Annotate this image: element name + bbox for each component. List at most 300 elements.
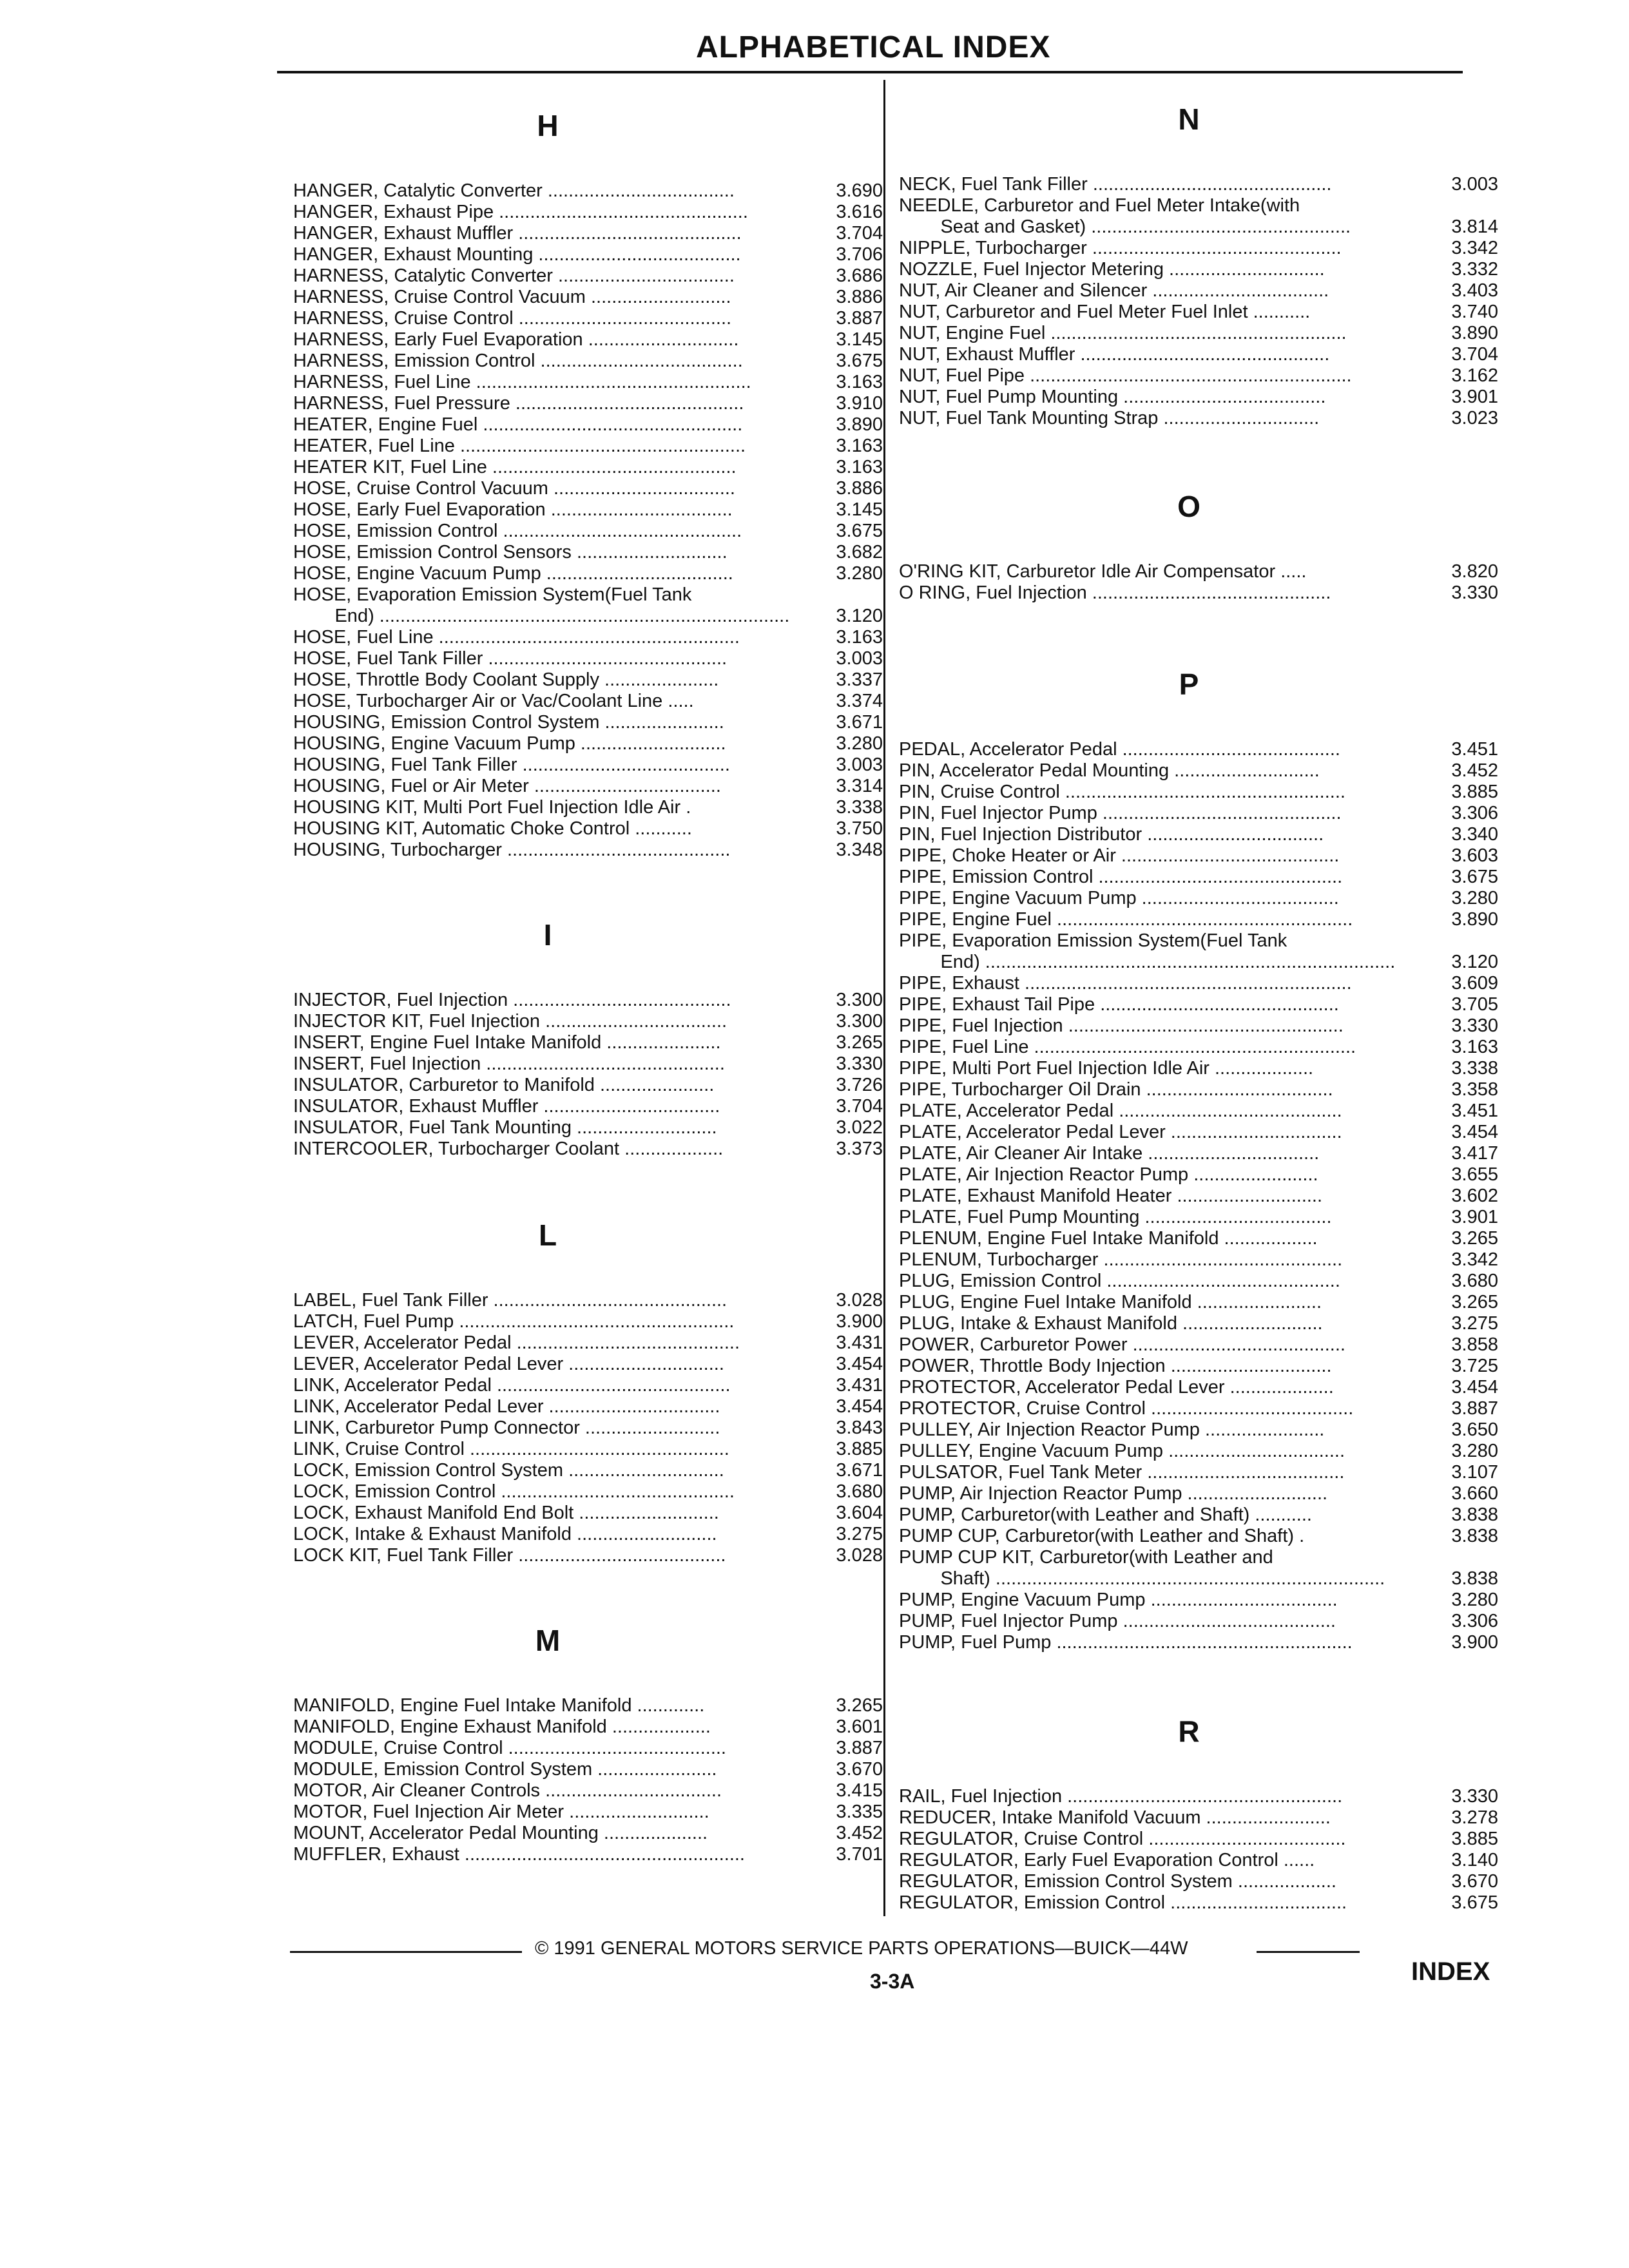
entry-text: O RING, Fuel Injection .............................................. [899,582,1331,603]
entry-text: INSULATOR, Fuel Tank Mounting ........................... [293,1117,717,1138]
index-entry [899,1590,1498,1611]
entry-text: HOUSING, Emission Control System ....................... [293,712,724,733]
entry-text: LEVER, Accelerator Pedal Lever .............................. [293,1354,724,1374]
entry-text: NOZZLE, Fuel Injector Metering .............................. [899,259,1325,280]
left-column [293,97,883,1865]
entry-page: 3.163 [836,627,883,648]
entry-page: 3.454 [836,1396,883,1417]
entry-text: PULLEY, Air Injection Reactor Pump ....................... [899,1419,1325,1440]
index-entry [293,627,883,648]
entry-page: 3.901 [1451,1207,1498,1227]
entry-text: RAIL, Fuel Injection ..................................................... [899,1786,1343,1807]
entry-page: 3.670 [1451,1871,1498,1892]
index-entry [293,1117,883,1139]
entry-page: 3.671 [836,712,883,733]
entry-page: 3.726 [836,1075,883,1095]
entry-page: 3.838 [1451,1504,1498,1525]
entry-text: HEATER KIT, Fuel Line ............................................... [293,457,737,477]
index-entry [899,1207,1498,1228]
index-entry [293,584,883,627]
entry-text: PLATE, Accelerator Pedal Lever ................................. [899,1122,1342,1142]
entry-text: HOSE, Emission Control Sensors ............................. [293,542,728,562]
entry-text: HOSE, Evaporation Emission System(Fuel Tank End) ............................................................................... [293,584,790,626]
entry-page: 3.163 [836,372,883,392]
entry-text: HOSE, Fuel Tank Filler .............................................. [293,648,728,669]
index-entry [293,840,883,861]
index-entry [293,754,883,776]
entry-page: 3.306 [1451,1611,1498,1631]
entry-page: 3.705 [1451,994,1498,1015]
entry-page: 3.725 [1451,1356,1498,1376]
index-entry [293,1802,883,1823]
entry-page: 3.280 [1451,888,1498,908]
entry-text: INSERT, Fuel Injection .............................................. [293,1053,725,1074]
entry-page: 3.163 [1451,1037,1498,1057]
right-column [899,90,1498,1914]
entry-page: 3.163 [836,436,883,456]
entry-text: LATCH, Fuel Pump ..................................................... [293,1311,735,1332]
entry-page: 3.675 [1451,867,1498,887]
index-entry [899,782,1498,803]
entry-page: 3.452 [836,1823,883,1843]
section-heading: L [538,1218,557,1252]
entry-page: 3.886 [836,287,883,307]
entry-text: PIPE, Choke Heater or Air .......................................... [899,845,1340,866]
index-entry [899,1100,1498,1122]
index-entry [899,344,1498,365]
index-entry [293,1545,883,1566]
entry-text: MOTOR, Air Cleaner Controls .................................. [293,1780,722,1801]
entry-text: PIPE, Evaporation Emission System(Fuel Tank End) ............................................................................... [899,930,1396,972]
entry-text: HEATER, Engine Fuel .................................................. [293,414,743,435]
entry-page: 3.338 [836,797,883,818]
entry-text: INJECTOR KIT, Fuel Injection ................................... [293,1011,728,1032]
index-entry [899,994,1498,1015]
entry-page: 3.300 [836,990,883,1010]
entry-page: 3.704 [836,223,883,244]
page-title: ALPHABETICAL INDEX [696,30,1051,64]
index-entry [293,478,883,499]
entry-page: 3.843 [836,1418,883,1438]
column-divider [883,80,885,1916]
entry-text: PLENUM, Turbocharger .............................................. [899,1249,1343,1270]
index-entry [899,1228,1498,1249]
entry-page: 3.680 [836,1481,883,1502]
index-entry [293,1759,883,1780]
entry-page: 3.601 [836,1716,883,1737]
entry-text: PROTECTOR, Cruise Control ....................................... [899,1398,1354,1419]
index-entry [899,1850,1498,1871]
index-entry [293,223,883,244]
index-entry [899,174,1498,195]
index-entry [293,669,883,691]
entry-page: 3.887 [1451,1398,1498,1419]
entry-text: HOSE, Fuel Line .......................................................... [293,627,740,648]
entry-page: 3.348 [836,840,883,860]
index-entry [899,1377,1498,1398]
index-entry [293,1418,883,1439]
index-entry [293,308,883,329]
entry-text: MODULE, Emission Control System ....................... [293,1759,717,1780]
entry-page: 3.886 [836,478,883,499]
entry-page: 3.278 [1451,1807,1498,1828]
index-entry [899,561,1498,582]
entry-page: 3.022 [836,1117,883,1138]
index-entry [293,990,883,1011]
entry-page: 3.120 [1451,952,1498,972]
entry-page: 3.670 [836,1759,883,1780]
entry-page: 3.306 [1451,803,1498,823]
entry-text: HARNESS, Fuel Line ..................................................... [293,372,751,392]
index-entry [899,1829,1498,1850]
index-entry [899,973,1498,994]
entry-page: 3.454 [1451,1122,1498,1142]
index-entry [293,1354,883,1375]
index-entry [293,351,883,372]
entry-page: 3.900 [1451,1632,1498,1653]
entry-page: 3.403 [1451,280,1498,301]
entry-page: 3.675 [836,351,883,371]
entry-text: HARNESS, Early Fuel Evaporation ............................. [293,329,739,350]
index-entry [293,1844,883,1865]
title-rule [277,71,1463,73]
entry-text: HOSE, Turbocharger Air or Vac/Coolant Line ..... [293,691,694,711]
entry-text: LINK, Accelerator Pedal Lever ................................. [293,1396,720,1417]
entry-text: NUT, Fuel Tank Mounting Strap .............................. [899,408,1320,428]
index-entry [293,818,883,840]
index-entry [293,1075,883,1096]
entry-page: 3.162 [1451,365,1498,386]
entry-page: 3.650 [1451,1419,1498,1440]
entry-page: 3.003 [836,754,883,775]
entry-page: 3.028 [836,1545,883,1566]
entry-page: 3.107 [1451,1462,1498,1483]
index-entry [899,760,1498,782]
index-entry [899,1249,1498,1271]
index-entry [293,1460,883,1481]
entry-text: MOTOR, Fuel Injection Air Meter ........................... [293,1802,709,1822]
index-entry [293,712,883,733]
entry-text: PLATE, Air Cleaner Air Intake ................................. [899,1143,1320,1164]
entry-text: MOUNT, Accelerator Pedal Mounting .................... [293,1823,708,1843]
index-entry [293,1139,883,1160]
index-entry [899,1356,1498,1377]
entry-page: 3.452 [1451,760,1498,781]
index-entry [293,1738,883,1759]
entry-text: PULSATOR, Fuel Tank Meter ...................................... [899,1462,1345,1483]
index-entry [899,1058,1498,1079]
index-entry [899,867,1498,888]
index-entry [293,265,883,287]
entry-page: 3.265 [1451,1228,1498,1249]
entry-text: PIPE, Exhaust ............................................................... [899,973,1352,994]
entry-text: HARNESS, Fuel Pressure ............................................ [293,393,744,414]
entry-text: REGULATOR, Cruise Control ...................................... [899,1829,1346,1849]
entry-page: 3.120 [836,606,883,626]
entry-page: 3.330 [836,1053,883,1074]
entry-text: PUMP CUP KIT, Carburetor(with Leather and Shaft) ........................................................................... [899,1547,1385,1589]
copyright-footer: © 1991 GENERAL MOTORS SERVICE PARTS OPERATIONS—BUICK—44W [535,1938,1188,1959]
entry-text: LEVER, Accelerator Pedal ........................................... [293,1332,740,1353]
entry-page: 3.858 [1451,1334,1498,1355]
entry-text: PIPE, Engine Vacuum Pump ...................................... [899,888,1339,908]
entry-text: LOCK, Intake & Exhaust Manifold ........................... [293,1524,717,1544]
index-entry [293,329,883,351]
entry-text: HOUSING, Turbocharger ........................................... [293,840,731,860]
entry-page: 3.838 [1451,1526,1498,1546]
index-entry [899,238,1498,259]
entry-text: HOUSING KIT, Multi Port Fuel Injection Idle Air . [293,797,691,818]
entry-page: 3.280 [836,563,883,584]
entry-text: PIPE, Turbocharger Oil Drain .................................... [899,1079,1333,1100]
entry-text: INSULATOR, Carburetor to Manifold ...................... [293,1075,715,1095]
entry-text: NECK, Fuel Tank Filler .............................................. [899,174,1332,195]
entry-text: PIPE, Fuel Injection ..................................................... [899,1015,1344,1036]
entry-page: 3.655 [1451,1164,1498,1185]
index-entry [899,888,1498,909]
entry-page: 3.660 [1451,1483,1498,1504]
entry-page: 3.145 [836,499,883,520]
index-entry [293,542,883,563]
index-entry [899,280,1498,302]
entry-text: PLUG, Emission Control ............................................. [899,1271,1340,1291]
index-entry [899,365,1498,387]
index-entry [293,1311,883,1332]
index-entry [899,1292,1498,1313]
index-entry [899,1398,1498,1419]
entry-text: LOCK, Emission Control ............................................. [293,1481,735,1502]
entry-page: 3.330 [1451,582,1498,603]
entry-text: PUMP, Engine Vacuum Pump .................................... [899,1590,1338,1610]
entry-text: PUMP CUP, Carburetor(with Leather and Shaft) . [899,1526,1305,1546]
entry-page: 3.910 [836,393,883,414]
entry-page: 3.890 [1451,323,1498,343]
entry-page: 3.338 [1451,1058,1498,1079]
entry-page: 3.140 [1451,1850,1498,1870]
entry-page: 3.701 [836,1844,883,1865]
index-entry [899,803,1498,824]
entry-page: 3.704 [836,1096,883,1117]
entry-page: 3.887 [836,1738,883,1758]
entry-page: 3.890 [1451,909,1498,930]
section-heading: R [1178,1715,1200,1748]
entry-text: LOCK KIT, Fuel Tank Filler ........................................ [293,1545,726,1566]
entry-text: HANGER, Exhaust Mounting ....................................... [293,244,741,265]
entry-page: 3.901 [1451,387,1498,407]
entry-page: 3.275 [836,1524,883,1544]
entry-page: 3.163 [836,457,883,477]
entry-page: 3.417 [1451,1143,1498,1164]
section-heading: P [1179,668,1199,701]
entry-page: 3.686 [836,265,883,286]
entry-page: 3.003 [836,648,883,669]
index-entry [899,909,1498,930]
entry-text: NUT, Air Cleaner and Silencer .................................. [899,280,1329,301]
entry-text: NUT, Fuel Pump Mounting ....................................... [899,387,1326,407]
entry-page: 3.814 [1451,216,1498,237]
entry-text: PIPE, Engine Fuel ......................................................... [899,909,1353,930]
entry-page: 3.265 [1451,1292,1498,1312]
index-entry [899,1483,1498,1504]
entry-text: PLENUM, Engine Fuel Intake Manifold .................. [899,1228,1318,1249]
entry-text: PIPE, Emission Control ............................................... [899,867,1343,887]
entry-page: 3.340 [1451,824,1498,845]
entry-page: 3.415 [836,1780,883,1801]
section-heading: H [537,109,559,142]
section-heading: O [1177,490,1200,523]
entry-text: PEDAL, Accelerator Pedal .......................................... [899,739,1340,760]
entry-text: INSERT, Engine Fuel Intake Manifold ...................... [293,1032,721,1053]
entry-text: PLUG, Engine Fuel Intake Manifold ........................ [899,1292,1322,1312]
index-entry [899,1462,1498,1483]
entry-page: 3.885 [836,1439,883,1459]
index-entry [293,1096,883,1117]
section-heading: N [1178,102,1200,136]
entry-page: 3.454 [836,1354,883,1374]
entry-page: 3.332 [1451,259,1498,280]
entry-text: INJECTOR, Fuel Injection .......................................... [293,990,731,1010]
index-entry [293,1439,883,1460]
index-entry [899,1526,1498,1547]
entry-page: 3.838 [1451,1568,1498,1589]
section-heading: M [535,1624,561,1657]
entry-text: HARNESS, Catalytic Converter .................................. [293,265,735,286]
index-entry [899,259,1498,280]
entry-text: PIPE, Fuel Line .............................................................. [899,1037,1356,1057]
entry-text: HARNESS, Cruise Control Vacuum ........................... [293,287,731,307]
index-entry [899,739,1498,760]
index-entry [293,797,883,818]
entry-page: 3.275 [1451,1313,1498,1334]
index-entry [293,1011,883,1032]
entry-text: PIN, Fuel Injection Distributor .................................. [899,824,1324,845]
entry-page: 3.887 [836,308,883,329]
entry-page: 3.342 [1451,238,1498,258]
entry-text: LINK, Carburetor Pump Connector .......................... [293,1418,720,1438]
entry-text: HOSE, Early Fuel Evaporation ................................... [293,499,733,520]
index-entry [899,302,1498,323]
entry-text: NUT, Engine Fuel ......................................................... [899,323,1347,343]
entry-text: O'RING KIT, Carburetor Idle Air Compensator ..... [899,561,1307,582]
entry-text: HOUSING, Fuel Tank Filler ........................................ [293,754,730,775]
entry-text: HOUSING, Engine Vacuum Pump ............................ [293,733,726,754]
entry-text: PLATE, Exhaust Manifold Heater ............................ [899,1186,1323,1206]
index-entry [293,1780,883,1802]
index-entry [899,824,1498,845]
entry-text: PULLEY, Engine Vacuum Pump .................................. [899,1441,1345,1461]
entry-text: MODULE, Cruise Control .......................................... [293,1738,726,1758]
entry-text: PUMP, Air Injection Reactor Pump ........................... [899,1483,1328,1504]
index-entry [899,408,1498,429]
entry-text: HOSE, Throttle Body Coolant Supply ...................... [293,669,719,690]
index-entry [293,287,883,308]
index-entry [899,1419,1498,1441]
entry-page: 3.145 [836,329,883,350]
entry-text: PIN, Fuel Injector Pump .............................................. [899,803,1342,823]
entry-page: 3.885 [1451,782,1498,802]
entry-text: NUT, Carburetor and Fuel Meter Fuel Inlet ........... [899,302,1311,322]
index-entry [293,414,883,436]
index-entry [293,648,883,669]
entry-page: 3.003 [1451,174,1498,195]
index-entry [293,244,883,265]
entry-text: REGULATOR, Early Fuel Evaporation Control ...... [899,1850,1315,1870]
entry-page: 3.740 [1451,302,1498,322]
entry-text: PUMP, Fuel Injector Pump ......................................... [899,1611,1336,1631]
index-entry [293,393,883,414]
index-entry [899,930,1498,973]
index-entry [899,1807,1498,1829]
index-entry [293,733,883,754]
entry-page: 3.028 [836,1290,883,1311]
entry-page: 3.820 [1451,561,1498,582]
entry-page: 3.680 [1451,1271,1498,1291]
index-entry [899,1271,1498,1292]
index-entry [293,563,883,584]
index-entry [899,845,1498,867]
entry-text: HANGER, Exhaust Muffler ........................................... [293,223,742,244]
entry-page: 3.342 [1451,1249,1498,1270]
index-entry [293,436,883,457]
entry-text: LINK, Cruise Control .................................................. [293,1439,729,1459]
page-number: 3-3A [870,1970,915,1993]
index-entry [899,1611,1498,1632]
entry-page: 3.330 [1451,1786,1498,1807]
entry-page: 3.602 [1451,1186,1498,1206]
index-entry [899,1037,1498,1058]
entry-page: 3.431 [836,1332,883,1353]
entry-page: 3.280 [836,733,883,754]
entry-page: 3.682 [836,542,883,562]
entry-page: 3.431 [836,1375,883,1396]
index-entry [293,180,883,202]
entry-text: MUFFLER, Exhaust ...................................................... [293,1844,745,1865]
index-entry [899,1786,1498,1807]
entry-page: 3.750 [836,818,883,839]
entry-page: 3.616 [836,202,883,222]
entry-page: 3.358 [1451,1079,1498,1100]
entry-text: HEATER, Fuel Line ....................................................... [293,436,746,456]
entry-text: REGULATOR, Emission Control System ................... [899,1871,1336,1892]
entry-page: 3.706 [836,244,883,265]
entry-page: 3.603 [1451,845,1498,866]
entry-text: REGULATOR, Emission Control .................................. [899,1892,1347,1913]
entry-page: 3.330 [1451,1015,1498,1036]
entry-text: HOUSING, Fuel or Air Meter .................................... [293,776,721,796]
entry-text: LINK, Accelerator Pedal ............................................. [293,1375,731,1396]
section-label: INDEX [1411,1957,1490,1986]
entry-page: 3.023 [1451,408,1498,428]
index-entry [899,195,1498,238]
entry-text: LABEL, Fuel Tank Filler ............................................. [293,1290,728,1311]
index-entry [293,1032,883,1053]
index-entry [899,1186,1498,1207]
entry-page: 3.604 [836,1503,883,1523]
index-entry [293,1332,883,1354]
entry-page: 3.265 [836,1032,883,1053]
entry-page: 3.900 [836,1311,883,1332]
entry-text: MANIFOLD, Engine Fuel Intake Manifold ............. [293,1695,705,1716]
entry-text: POWER, Throttle Body Injection ............................... [899,1356,1332,1376]
entry-text: PIPE, Exhaust Tail Pipe .............................................. [899,994,1339,1015]
index-entry [293,1823,883,1844]
entry-text: PIPE, Multi Port Fuel Injection Idle Air ................... [899,1058,1314,1079]
entry-text: PLATE, Fuel Pump Mounting .................................... [899,1207,1332,1227]
entry-text: PLUG, Intake & Exhaust Manifold ........................... [899,1313,1323,1334]
entry-text: INTERCOOLER, Turbocharger Coolant ................... [293,1139,724,1159]
entry-text: POWER, Carburetor Power ......................................... [899,1334,1345,1355]
index-entry [293,1481,883,1503]
